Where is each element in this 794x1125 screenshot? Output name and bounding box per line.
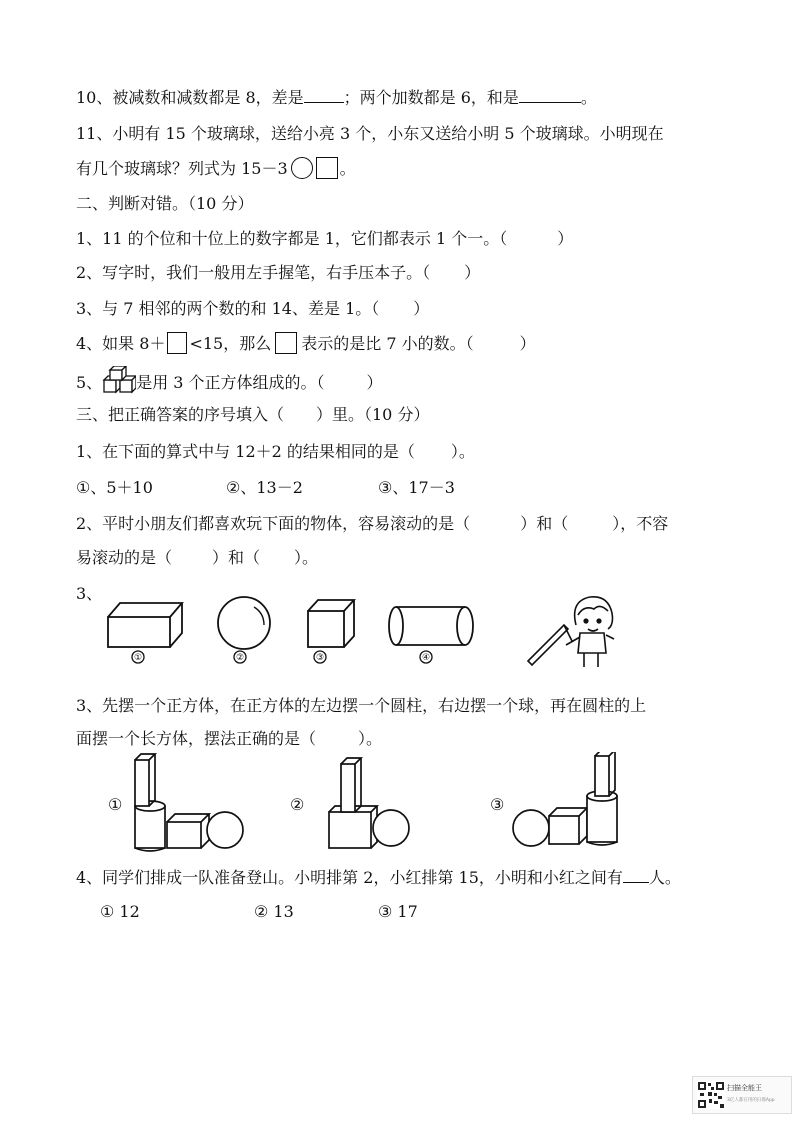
section-2-title: 二、判断对错。（10 分） <box>76 194 254 213</box>
question-10: 10、被减数和减数都是 8，差是 ；两个加数都是 6，和是 。 <box>76 88 597 107</box>
section-3-title: 三、把正确答案的序号填入（ ）里。（10 分） <box>76 405 430 424</box>
shapes-figure <box>100 595 640 675</box>
choice-item-2-line-1: 2、平时小朋友们都喜欢玩下面的物体，容易滚动的是（ ）和（ ），不容 <box>76 514 669 533</box>
judge-item-2: 2、写字时，我们一般用左手握笔，右手压本子。（ ） <box>76 263 481 282</box>
cylinder-icon[interactable] <box>389 607 473 645</box>
option-1[interactable]: ① 12 <box>100 902 140 921</box>
stack-option-1-figure[interactable] <box>135 754 243 851</box>
choice-item-1: 1、在下面的算式中与 12＋2 的结果相同的是（ ）。 <box>76 442 475 461</box>
answer-blank[interactable] <box>623 867 649 883</box>
choice-item-3-label: 3、 <box>76 584 103 603</box>
choice-item-3b-line-1: 3、先摆一个正方体，在正方体的左边摆一个圆柱，右边摆一个球，再在圆柱的上 <box>76 696 647 715</box>
shape-label-1: ① <box>133 653 143 663</box>
answer-blank[interactable] <box>519 87 581 103</box>
judge-item-3: 3、与 7 相邻的两个数的和 14、差是 1。（ ） <box>76 299 430 318</box>
question-11-line-2: 有几个玻璃球？列式为 15－3 。 <box>76 159 356 178</box>
number-square-box[interactable] <box>167 332 187 354</box>
judge-item-5: 5、 是用 3 个正方体组成的。（ ） <box>76 366 383 396</box>
sphere-icon[interactable] <box>218 597 270 649</box>
scanner-app-name: 扫描全能王 <box>727 1084 762 1092</box>
shape-label-3: ③ <box>315 653 325 663</box>
question-11-line-1: 11、小明有 15 个玻璃球，送给小亮 3 个，小东又送给小明 5 个玻璃球。小明现在 <box>76 124 664 143</box>
stack-option-3-figure[interactable] <box>513 752 617 846</box>
scanner-badge <box>692 1076 792 1114</box>
stack-option-1-label[interactable]: ① <box>108 795 123 814</box>
stacking-figure <box>125 752 645 852</box>
answer-blank[interactable] <box>304 87 344 103</box>
operator-circle-box[interactable] <box>291 157 313 179</box>
option-1[interactable]: ①、5＋10 <box>76 478 153 497</box>
choice-item-4: 4、同学们排成一队准备登山。小明排第 2，小红排第 15，小明和小红之间有 人。 <box>76 868 681 887</box>
number-square-box[interactable] <box>275 332 297 354</box>
option-3[interactable]: ③、17－3 <box>378 478 455 497</box>
option-2[interactable]: ② 13 <box>254 902 294 921</box>
shape-label-2: ② <box>235 653 245 663</box>
judge-item-4: 4、如果 8＋ <15，那么 表示的是比 7 小的数。（ ） <box>76 334 536 353</box>
judge-item-1: 1、11 的个位和十位上的数字都是 1，它们都表示 1 个一。（ ） <box>76 229 574 248</box>
scanner-app-tagline: 3亿人都在用的扫描App <box>727 1098 775 1103</box>
cuboid-icon[interactable] <box>108 603 182 647</box>
stack-option-3-label[interactable]: ③ <box>490 795 505 814</box>
shape-label-4: ④ <box>421 653 431 663</box>
stack-option-2-label[interactable]: ② <box>290 795 305 814</box>
choice-item-2-line-2: 易滚动的是（ ）和（ ）。 <box>76 548 319 567</box>
option-3[interactable]: ③ 17 <box>378 902 418 921</box>
qr-code-icon <box>697 1081 725 1109</box>
cube-icon[interactable] <box>308 600 354 647</box>
cubes-icon <box>102 366 136 396</box>
option-2[interactable]: ②、13－2 <box>226 478 303 497</box>
number-square-box[interactable] <box>316 157 338 179</box>
choice-item-3b-line-2: 面摆一个长方体，摆法正确的是（ ）。 <box>76 729 383 748</box>
child-with-stick-icon <box>528 597 614 667</box>
stack-option-2-figure[interactable] <box>329 758 409 848</box>
